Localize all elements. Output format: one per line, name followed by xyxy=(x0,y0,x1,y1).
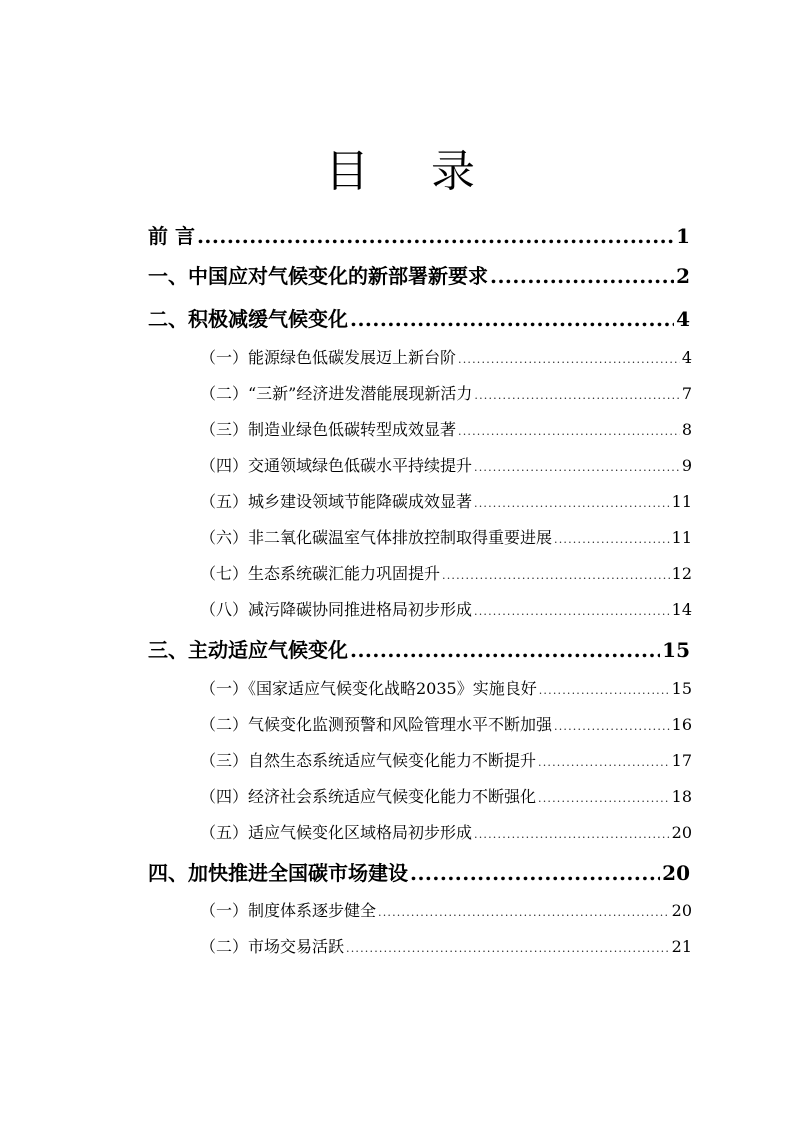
toc-entry-page: 1 xyxy=(676,224,690,248)
toc-entry-page: 2 xyxy=(676,264,690,288)
toc-entry-page: 21 xyxy=(671,937,692,956)
toc-entry-label: （七）生态系统碳汇能力巩固提升 xyxy=(200,564,441,583)
toc-entry-4-2[interactable] xyxy=(200,936,692,960)
toc-entry-label: （二）气候变化监测预警和风险管理水平不断加强 xyxy=(200,715,553,734)
toc-entry-label: （六）非二氧化碳温室气体排放控制取得重要进展 xyxy=(200,528,553,547)
toc-entry-3-4[interactable] xyxy=(200,786,692,810)
toc-entry-2-8[interactable] xyxy=(200,599,692,623)
toc-entry-label: 二、积极减缓气候变化 xyxy=(148,307,348,331)
dot-leader xyxy=(538,788,670,810)
toc-entry-2-4[interactable] xyxy=(200,455,692,479)
toc-entry-label: （五）城乡建设领域节能降碳成效显著 xyxy=(200,492,473,511)
toc-entry-page: 7 xyxy=(681,384,692,403)
toc-entry-3-3[interactable] xyxy=(200,750,692,774)
toc-entry-page: 16 xyxy=(671,715,692,734)
dot-leader xyxy=(474,601,670,623)
toc-entry-label: 前 言 xyxy=(148,224,195,248)
dot-leader xyxy=(539,680,670,702)
toc-entry-label: （五）适应气候变化区域格局初步形成 xyxy=(200,823,473,842)
toc-entry-section-4[interactable] xyxy=(148,860,690,886)
toc-entry-label: （二）市场交易活跃 xyxy=(200,937,345,956)
toc-entry-label: 四、加快推进全国碳市场建设 xyxy=(148,861,408,885)
toc-entry-label: （八）减污降碳协同推进格局初步形成 xyxy=(200,600,473,619)
toc-entry-2-6[interactable] xyxy=(200,527,692,551)
toc-entry-page: 14 xyxy=(671,600,692,619)
toc-entry-4-1[interactable] xyxy=(200,900,692,924)
toc-entry-page: 9 xyxy=(681,456,692,475)
toc-entry-page: 20 xyxy=(671,901,692,920)
toc-entry-label: 一、中国应对气候变化的新部署新要求 xyxy=(148,264,488,288)
toc-entry-section-2[interactable] xyxy=(148,306,690,332)
dot-leader xyxy=(554,529,670,551)
dot-leader xyxy=(538,752,670,774)
toc-entry-2-1[interactable] xyxy=(200,347,692,371)
toc-entry-label: 三、主动适应气候变化 xyxy=(148,638,348,662)
toc-entry-page: 15 xyxy=(662,638,690,662)
toc-entry-page: 17 xyxy=(671,751,692,770)
toc-entry-page: 8 xyxy=(681,420,692,439)
dot-leader xyxy=(458,349,680,371)
toc-entry-label: （三）制造业绿色低碳转型成效显著 xyxy=(200,420,457,439)
toc-entry-page: 4 xyxy=(676,307,690,331)
toc-entry-3-1[interactable] xyxy=(200,678,692,702)
dot-leader xyxy=(378,902,670,924)
toc-entry-2-7[interactable] xyxy=(200,563,692,587)
dot-leader xyxy=(350,306,674,332)
toc-entry-label: （一）能源绿色低碳发展迈上新台阶 xyxy=(200,348,457,367)
dot-leader xyxy=(410,860,660,886)
toc-entry-page: 12 xyxy=(671,564,692,583)
toc-entry-2-3[interactable] xyxy=(200,419,692,443)
toc-entry-section-3[interactable] xyxy=(148,637,690,663)
toc-entry-page: 11 xyxy=(671,528,692,547)
toc-entry-label: （四）交通领域绿色低碳水平持续提升 xyxy=(200,456,473,475)
toc-entry-label: （一）制度体系逐步健全 xyxy=(200,901,377,920)
toc-entry-label: （四）经济社会系统适应气候变化能力不断强化 xyxy=(200,787,537,806)
toc-entry-label: （二）“三新”经济进发潜能展现新活力 xyxy=(200,384,473,403)
toc-entry-3-5[interactable] xyxy=(200,822,692,846)
toc-entry-3-2[interactable] xyxy=(200,714,692,738)
dot-leader xyxy=(458,421,680,443)
toc-entry-page: 11 xyxy=(671,492,692,511)
toc-entry-page: 15 xyxy=(671,679,692,698)
toc-entry-2-2[interactable] xyxy=(200,383,692,407)
toc-entry-label: （一）《国家适应气候变化战略2035》实施良好 xyxy=(200,679,537,698)
dot-leader xyxy=(474,385,679,407)
toc-entry-page: 4 xyxy=(681,348,692,367)
toc-entry-page: 20 xyxy=(662,861,690,885)
dot-leader xyxy=(490,263,674,289)
dot-leader xyxy=(554,716,670,738)
toc-entry-page: 18 xyxy=(671,787,692,806)
toc-entry-section-1[interactable] xyxy=(148,263,690,289)
toc-entry-page: 20 xyxy=(671,823,692,842)
dot-leader xyxy=(350,637,660,663)
dot-leader xyxy=(474,493,670,515)
toc-entry-2-5[interactable] xyxy=(200,491,692,515)
toc-entry-preface[interactable] xyxy=(148,223,690,249)
dot-leader xyxy=(442,565,670,587)
dot-leader xyxy=(474,457,680,479)
page-title: 目 录 xyxy=(325,146,499,197)
toc-entry-label: （三）自然生态系统适应气候变化能力不断提升 xyxy=(200,751,537,770)
dot-leader xyxy=(197,223,674,249)
dot-leader xyxy=(474,824,670,846)
dot-leader xyxy=(346,938,670,960)
